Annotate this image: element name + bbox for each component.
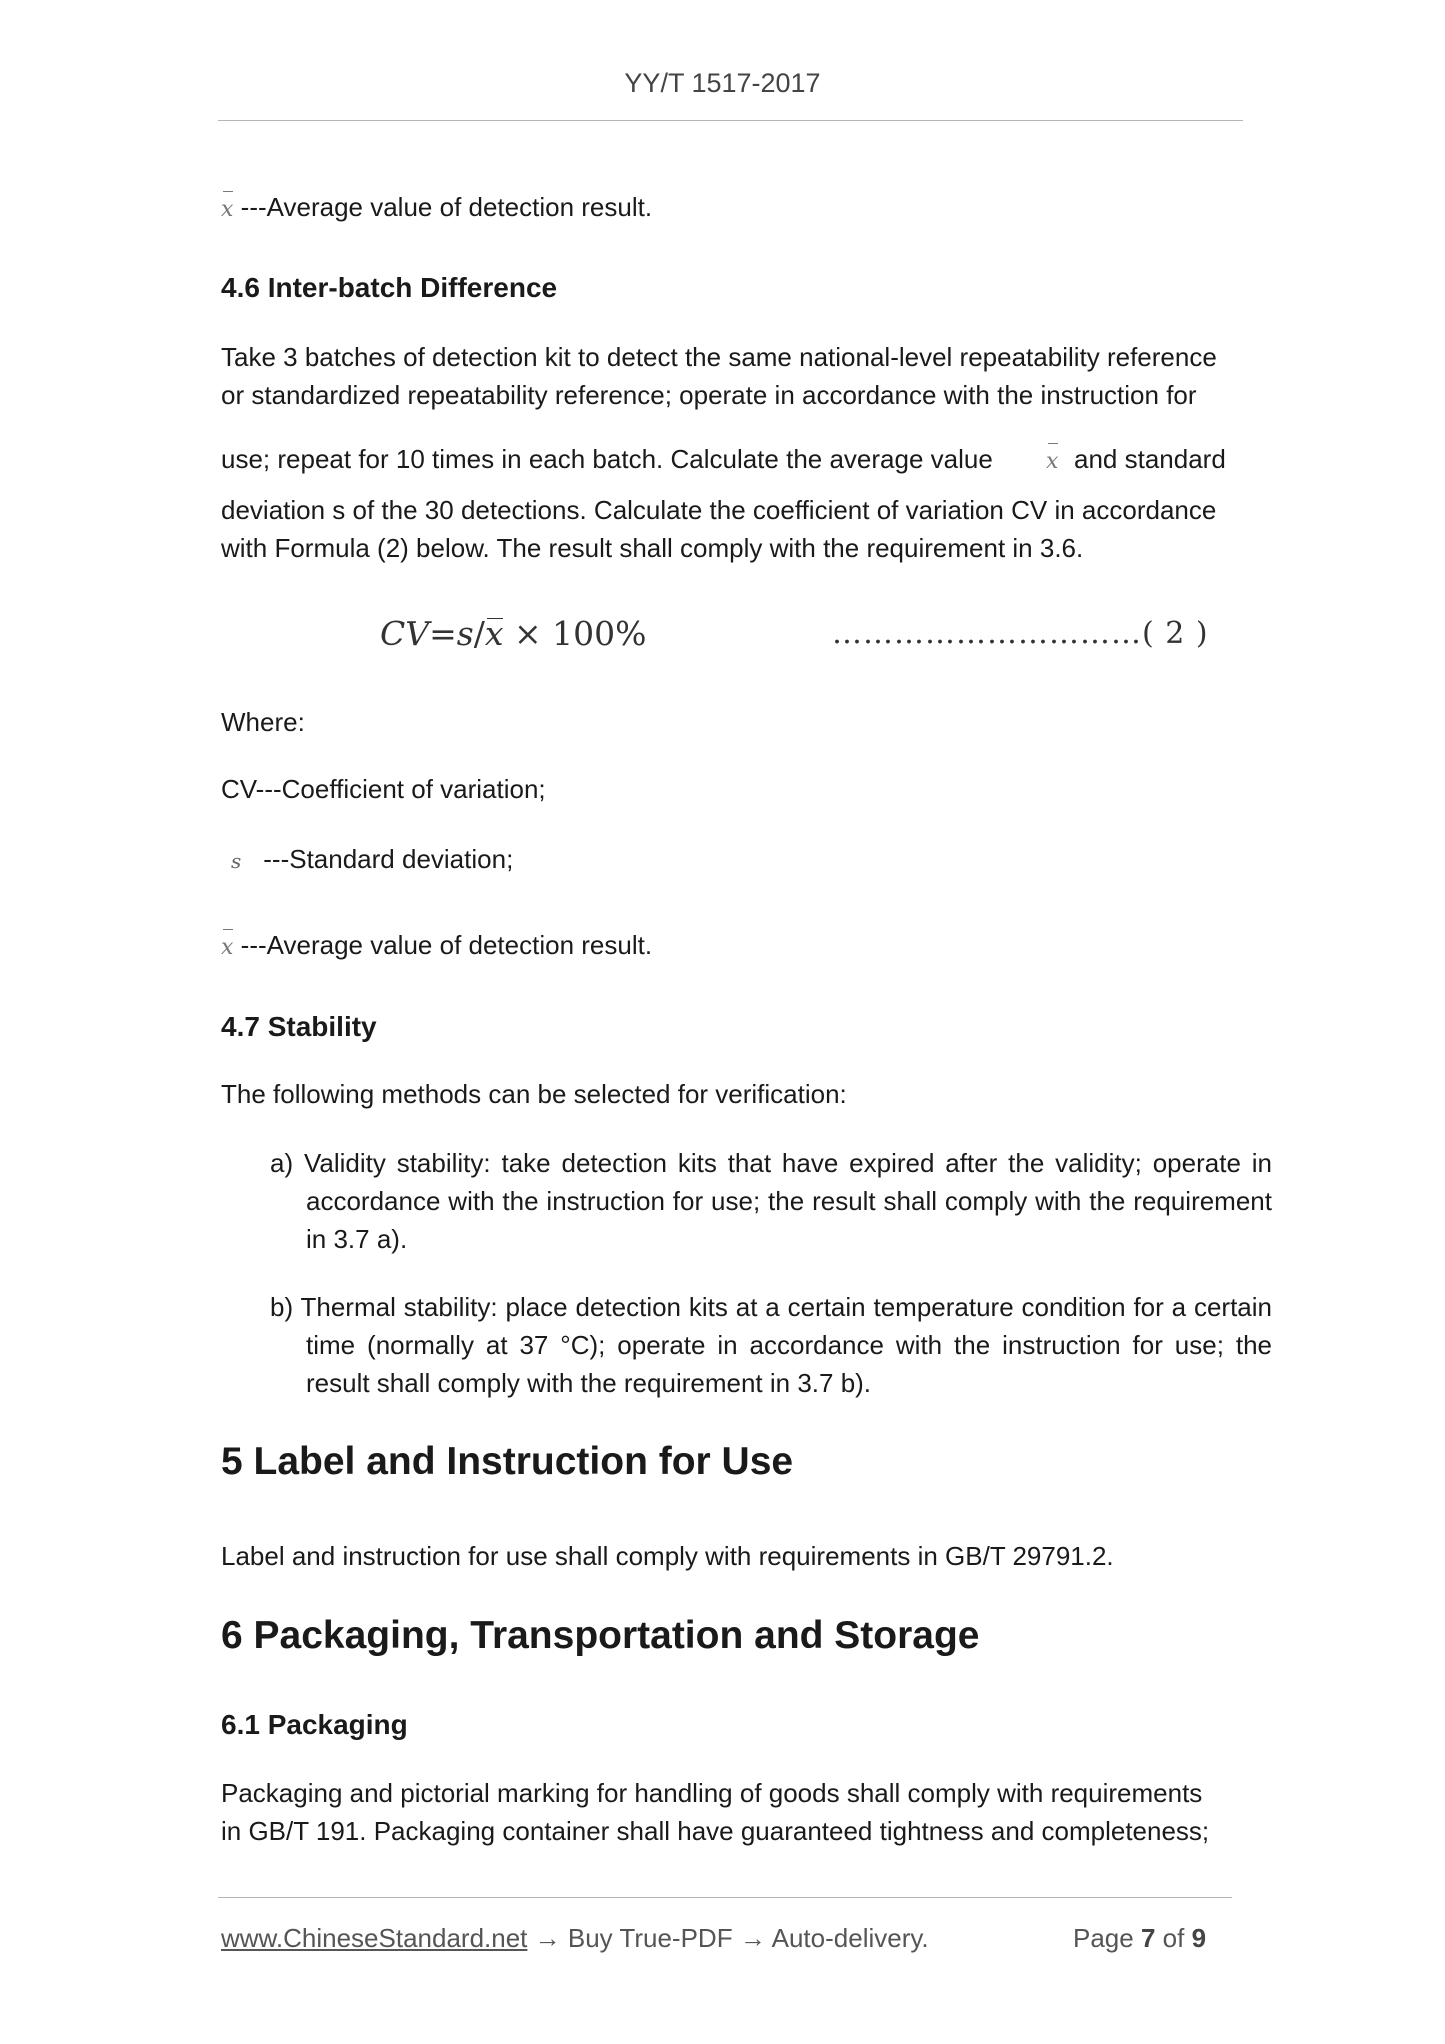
para-4-6-line2: or standardized repeatability reference; operate in accordance with the instruction for (221, 380, 1197, 410)
para-4-6-line4: deviation s of the 30 detections. Calculate the coefficient of variation CV in accordance (221, 495, 1217, 525)
section-heading-4-6: 4.6 Inter-batch Difference (221, 272, 558, 303)
xbar-symbol: x (221, 929, 233, 967)
para-4-7-intro: The following methods can be selected for verification: (221, 1079, 847, 1109)
para-4-6-line3b: and standard (1074, 444, 1226, 474)
list-item-b: b) Thermal stability: place detection kits at a certain temperature condition for a certain time (normally at 37 °C); operate in accordance with the instruction for use; the result shall comply with the requirement in 3.7 b). (270, 1292, 1272, 1398)
header-divider (218, 120, 1243, 121)
current-page: 7 (1140, 1923, 1156, 1953)
formula-number: …………………………( 2 ) (832, 616, 1209, 651)
where-label: Where: (221, 707, 305, 737)
def-s: s ---Standard deviation; (231, 844, 514, 874)
para-4-6-line1: Take 3 batches of detection kit to detect the same national-level repeatability reference (221, 342, 1217, 372)
def-cv: CV---Coefficient of variation; (221, 774, 546, 804)
section-heading-6: 6 Packaging, Transportation and Storage (221, 1614, 980, 1657)
footer-divider (218, 1897, 1232, 1898)
para-4-6-line5: with Formula (2) below. The result shall comply with the requirement in 3.6. (221, 533, 1084, 563)
section-heading-6-1: 6.1 Packaging (221, 1709, 408, 1740)
arrow-icon: → (534, 1923, 561, 1953)
def-average-prev: x ---Average value of detection result. (221, 188, 1236, 229)
xbar-symbol: x (221, 191, 233, 229)
section-heading-4-7: 4.7 Stability (221, 1011, 377, 1042)
xbar-symbol: x (1046, 443, 1058, 481)
total-pages: 9 (1191, 1923, 1207, 1953)
formula-cv: CV=s/x × 100% (380, 614, 647, 653)
arrow-icon: → (739, 1923, 766, 1953)
para-5: Label and instruction for use shall comply with requirements in GB/T 29791.2. (221, 1541, 1114, 1571)
para-6-1-line2: in GB/T 191. Packaging container shall have guaranteed tightness and completeness; (221, 1816, 1210, 1846)
section-heading-5: 5 Label and Instruction for Use (221, 1440, 794, 1483)
footer-promo: www.ChineseStandard.net → Buy True-PDF → Auto-delivery. (221, 1923, 929, 1953)
def-average: x ---Average value of detection result. (221, 926, 1236, 967)
list-item-a: a) Validity stability: take detection kits that have expired after the validity; operate in accordance with the instruction for use; the result shall comply with the requirement in 3.7 a). (270, 1148, 1272, 1254)
para-6-1-line1: Packaging and pictorial marking for handling of goods shall comply with requirements (221, 1778, 1203, 1808)
website-link[interactable]: www.ChineseStandard.net (221, 1923, 528, 1953)
para-4-6-line3a: use; repeat for 10 times in each batch. Calculate the average value (221, 444, 993, 474)
s-symbol: s (231, 849, 242, 873)
page-indicator: Page 7 of 9 (1073, 1923, 1207, 1953)
document-code-header: YY/T 1517-2017 (624, 68, 821, 98)
para-4-6-line3-xbar (1046, 440, 1058, 481)
